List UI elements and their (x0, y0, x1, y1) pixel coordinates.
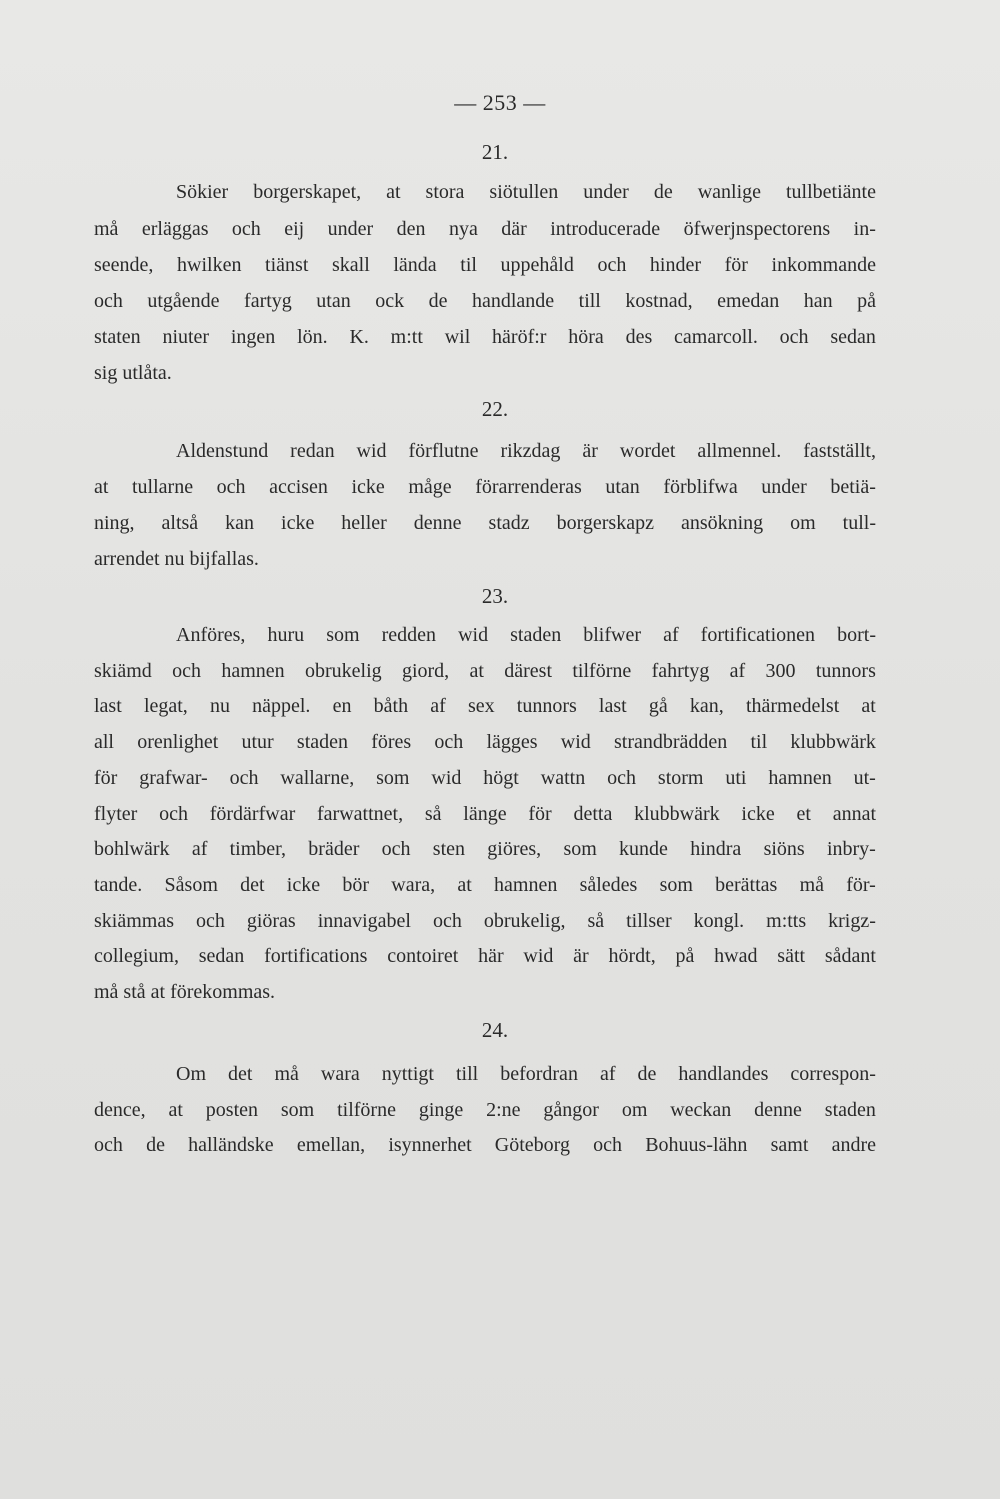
text-line: Om det må wara nyttigt till befordran af de handlandes correspon- (176, 1063, 876, 1085)
text-line: och de halländske emellan, isynnerhet Göteborg och Bohuus-lähn samt andre (94, 1134, 876, 1156)
text-line: må stå at förekommas. (94, 981, 276, 1003)
section-number: 22. (481, 397, 509, 421)
text-line: skiämmas och giöras innavigabel och obrukelig, så tillser kongl. m:tts krigz- (94, 910, 876, 932)
text-line: staten niuter ingen lön. K. m:tt wil häröf:r höra des camarcoll. och sedan (94, 326, 876, 348)
page-number: — 253 — (454, 90, 546, 115)
text-line: flyter och fördärfwar farwattnet, så länge för detta klubbwärk icke et annat (94, 803, 876, 825)
section-number: 23. (481, 584, 509, 608)
text-line: arrendet nu bijfallas. (94, 548, 259, 570)
text-line: last legat, nu näppel. en båth af sex tunnors last gå kan, thärmedelst at (94, 695, 876, 717)
text-line: tande. Såsom det icke bör wara, at hamnen således som berättas må för- (94, 874, 876, 896)
text-line: dence, at posten som tilförne ginge 2:ne gångor om weckan denne staden (94, 1099, 876, 1121)
text-line: skiämd och hamnen obrukelig giord, at därest tilförne fahrtyg af 300 tunnors (94, 660, 876, 682)
text-line: för grafwar- och wallarne, som wid högt wattn och storm uti hamnen ut- (94, 767, 876, 789)
text-line: bohlwärk af timber, bräder och sten giöres, som kunde hindra siöns inbry- (94, 838, 876, 860)
text-line: ning, altså kan icke heller denne stadz borgerskapz ansökning om tull- (94, 512, 876, 534)
text-line: Sökier borgerskapet, at stora siötullen under de wanlige tullbetiänte (176, 181, 876, 203)
text-line: och utgående fartyg utan ock de handlande till kostnad, emedan han på (94, 290, 876, 312)
section-number: 21. (481, 140, 509, 164)
text-line: Aldenstund redan wid förflutne rikzdag är wordet allmennel. fastställt, (176, 440, 876, 462)
text-line: at tullarne och accisen icke måge förarrenderas utan förblifwa under betiä- (94, 476, 876, 498)
text-line: seende, hwilken tiänst skall lända til uppehåld och hinder för inkommande (94, 254, 876, 276)
text-line: Anföres, huru som redden wid staden blifwer af fortificationen bort- (176, 624, 876, 646)
text-line: må erläggas och eij under den nya där introducerade öfwerjnspectorens in- (94, 218, 876, 240)
text-line: sig utlåta. (94, 362, 172, 384)
text-line: all orenlighet utur staden föres och lägges wid strandbrädden til klubbwärk (94, 731, 876, 753)
section-number: 24. (481, 1018, 509, 1042)
text-line: collegium, sedan fortifications contoiret här wid är hördt, på hwad sätt sådant (94, 945, 876, 967)
